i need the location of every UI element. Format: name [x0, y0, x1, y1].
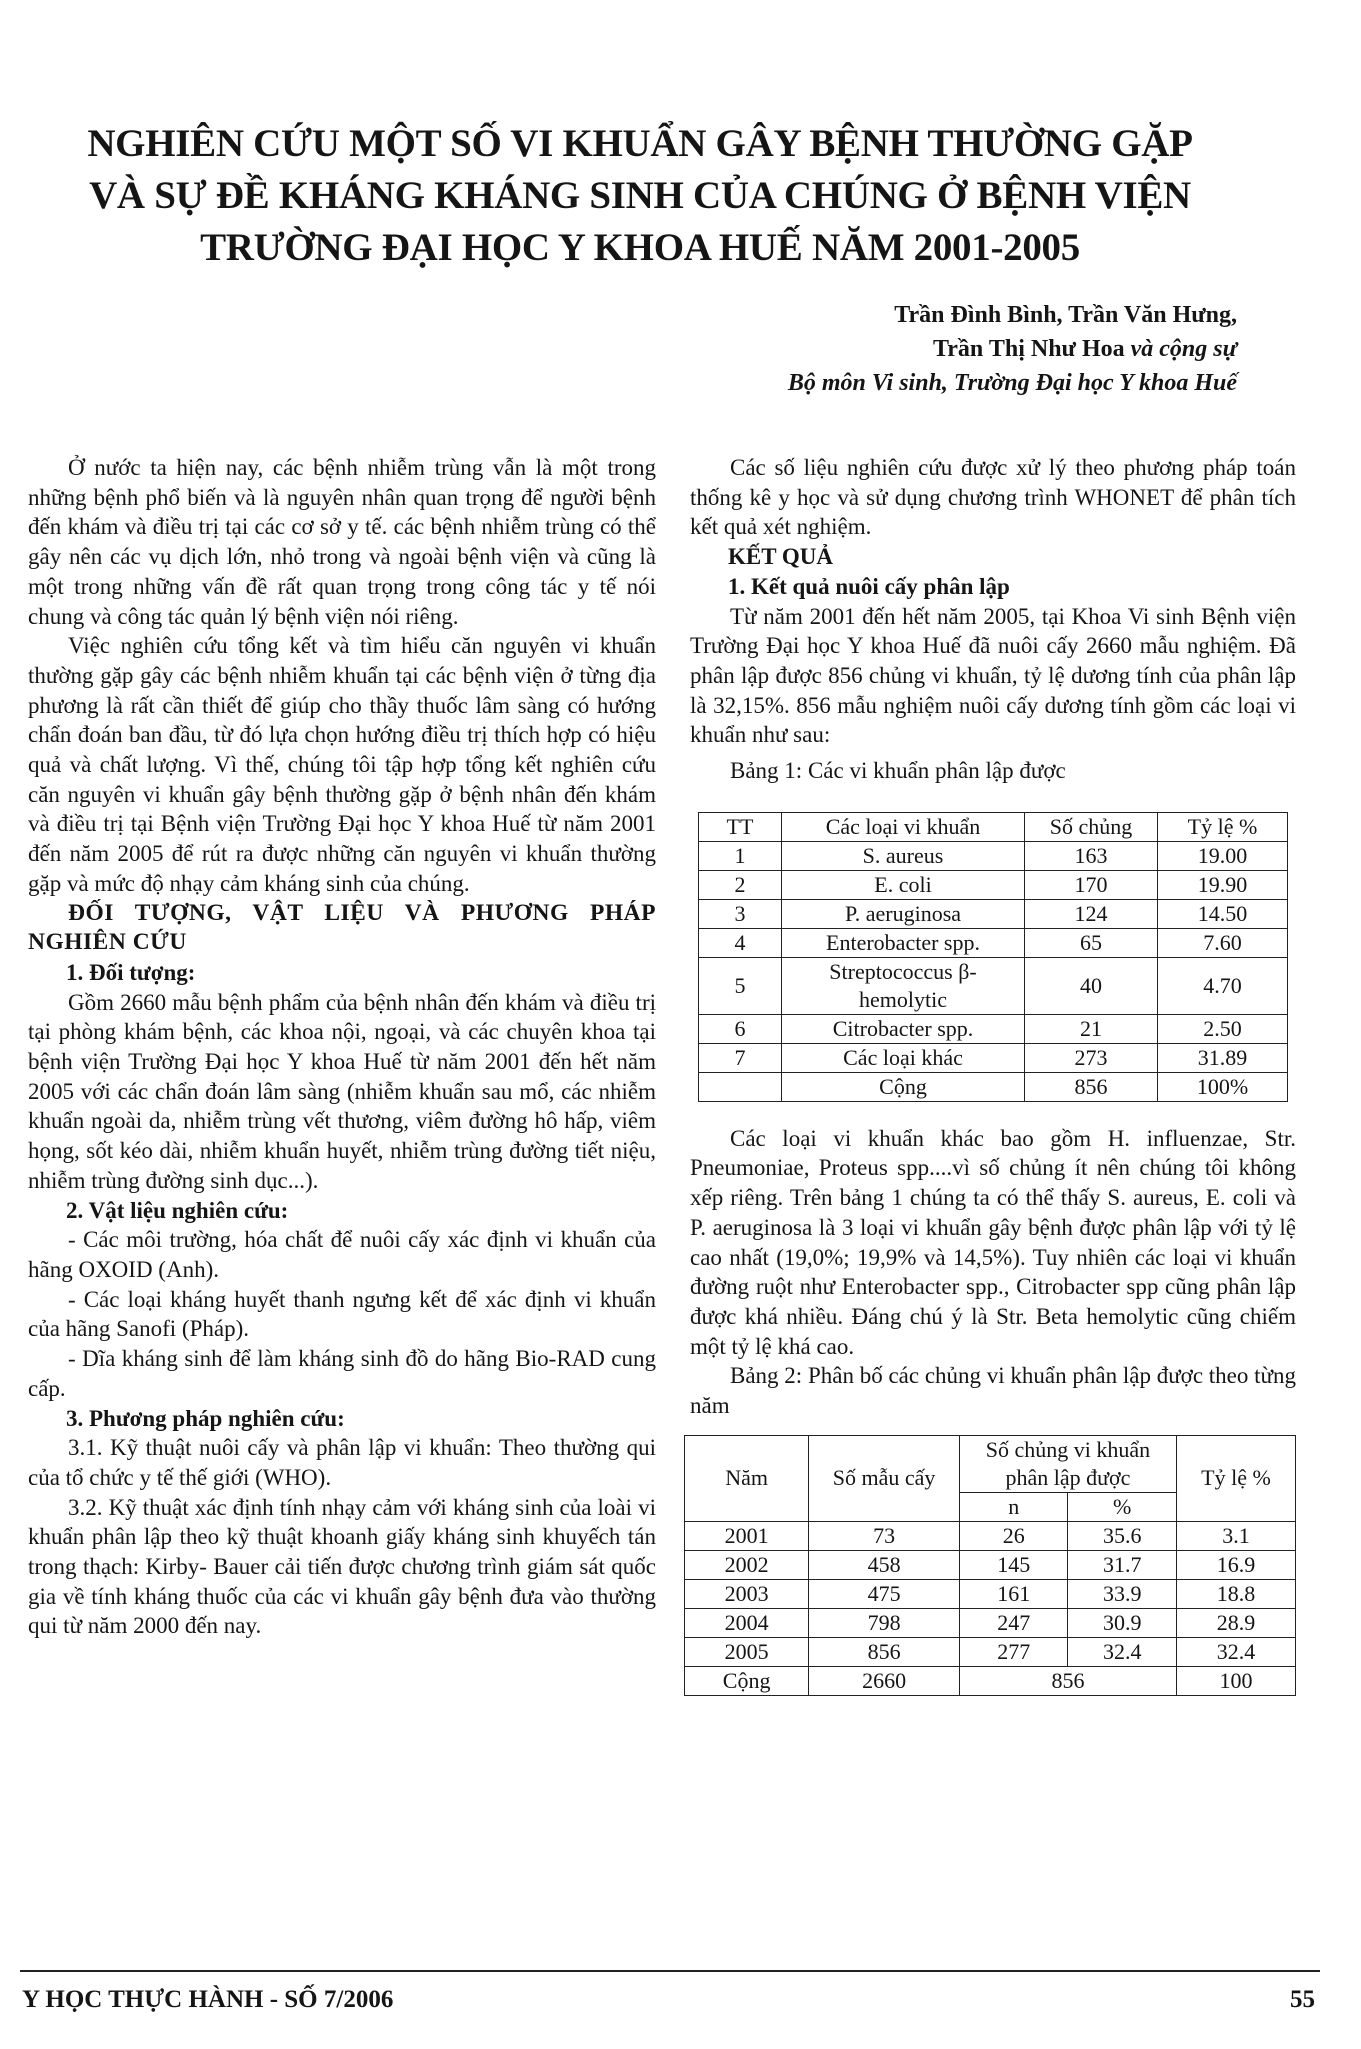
- table-cell: 4.70: [1158, 957, 1288, 1014]
- table-cell: 31.7: [1068, 1550, 1177, 1579]
- table-cell: Cộng: [782, 1072, 1025, 1101]
- other-bacteria-paragraph: Các loại vi khuẩn khác bao gồm H. influenzae, Str. Pneumoniae, Proteus spp....vì số chủng ít nên chúng tôi không xếp riêng. Trên bảng 1 chúng ta có thể thấy S. aureus, E. coli và P. aeruginosa là 3 loại vi khuẩn gây bệnh được phân lập với tỷ lệ cao nhất (19,0%; 19,9% và 14,5%). Tuy nhiên các loại vi khuẩn đường ruột như Enterobacter spp., Citrobacter spp cũng phân lập được khá nhiều. Đáng chú ý là Str. Beta hemolytic cũng chiếm một tỷ lệ khá cao.: [690, 1125, 1296, 1359]
- intro-paragraph-2: Việc nghiên cứu tổng kết và tìm hiểu căn nguyên vi khuẩn thường gặp gây các bệnh nhiễm khuẩn tại các bệnh viện ở từng địa phương là rất cần thiết để giúp cho thầy thuốc lâm sàng có hướng chẩn đoán ban đầu, từ đó lựa chọn hướng điều trị thích hợp có hiệu quả và chất lượng. Vì thế, chúng tôi tập hợp tổng kết nghiên cứu căn nguyên vi khuẩn gây bệnh thường gặp ở bệnh nhân đến khám và điều trị tại Bệnh viện Trường Đại học Y khoa Huế từ năm 2001 đến năm 2005 để rút ra được những căn nguyên vi khuẩn thường gặp và mức độ nhạy cảm kháng sinh của chúng.: [28, 633, 656, 896]
- table-1-header-row: [699, 812, 1288, 841]
- table-cell: 2.50: [1158, 1014, 1288, 1043]
- table-1-header-cell: Số chủng: [1025, 812, 1158, 841]
- table-total-row: [699, 1072, 1288, 1101]
- table-row: [685, 1550, 1296, 1579]
- table-2-header-rate: Tỷ lệ %: [1176, 1435, 1295, 1521]
- table-cell: Enterobacter spp.: [782, 928, 1025, 957]
- materials-heading: 2. Vật liệu nghiên cứu:: [66, 1197, 289, 1223]
- table-cell: 5: [699, 957, 782, 1014]
- table-cell: 124: [1025, 899, 1158, 928]
- table-cell: 3.1: [1176, 1521, 1295, 1550]
- intro-paragraph-1: Ở nước ta hiện nay, các bệnh nhiễm trùng vẫn là một trong những bệnh phổ biến và là nguyên nhân quan trọng để người bệnh đến khám và điều trị tại các cơ sở y tế. các bệnh nhiễm trùng có thể gây nên các vụ dịch lớn, nhỏ trong và ngoài bệnh viện và cũng là một trong những vấn đề rất quan trọng trong công tác y tế nói chung và công tác quản lý bệnh viện nói riêng.: [28, 455, 656, 629]
- table-cell: 145: [959, 1550, 1068, 1579]
- table-cell: 277: [959, 1637, 1068, 1666]
- table-cell: 2005: [685, 1637, 809, 1666]
- table-cell: 35.6: [1068, 1521, 1177, 1550]
- table-cell: 7.60: [1158, 928, 1288, 957]
- table-1-caption: Bảng 1: Các vi khuẩn phân lập được: [730, 758, 1066, 784]
- table-2-header-samples: Số mẫu cấy: [809, 1435, 960, 1521]
- table-cell: 161: [959, 1579, 1068, 1608]
- table-row: [699, 1014, 1288, 1043]
- table-cell: 18.8: [1176, 1579, 1295, 1608]
- table-cell: 475: [809, 1579, 960, 1608]
- table-cell: 19.00: [1158, 841, 1288, 870]
- table-cell: 40: [1025, 957, 1158, 1014]
- table-cell: 28.9: [1176, 1608, 1295, 1637]
- page-number: 55: [1290, 1986, 1315, 2013]
- title-line-1: NGHIÊN CỨU MỘT SỐ VI KHUẨN GÂY BỆNH THƯỜNG GẶP: [87, 122, 1193, 165]
- table-2-header-strains: Số chủng vi khuẩn phân lập được: [959, 1435, 1176, 1492]
- journal-name: Y HỌC THỰC HÀNH - SỐ 7/2006: [22, 1986, 394, 2013]
- table-cell: 19.90: [1158, 870, 1288, 899]
- table-cell: 30.9: [1068, 1608, 1177, 1637]
- table-cell: 2003: [685, 1579, 809, 1608]
- table-cell: 1: [699, 841, 782, 870]
- method-step-1: 3.1. Kỹ thuật nuôi cấy và phân lập vi khuẩn: Theo thường qui của tổ chức y tế thế giới (WHO).: [28, 1435, 656, 1490]
- table-row: [685, 1608, 1296, 1637]
- author-suffix: và cộng sự: [1130, 336, 1237, 362]
- table-row: [699, 957, 1288, 1014]
- table-2: [684, 1435, 1296, 1696]
- table-cell: 21: [1025, 1014, 1158, 1043]
- table-cell: E. coli: [782, 870, 1025, 899]
- table-cell: 856: [809, 1637, 960, 1666]
- table-cell: 458: [809, 1550, 960, 1579]
- table-1-header-cell: TT: [699, 812, 782, 841]
- table-cell: 273: [1025, 1043, 1158, 1072]
- table-1-header-cell: Tỷ lệ %: [1158, 812, 1288, 841]
- table-cell: 170: [1025, 870, 1158, 899]
- culture-paragraph: Từ năm 2001 đến hết năm 2005, tại Khoa Vi sinh Bệnh viện Trường Đại học Y khoa Huế đã nuôi cấy 2660 mẫu nghiệm. Đã phân lập được 856 chủng vi khuẩn, tỷ lệ dương tính của phân lập là 32,15%. 856 mẫu nghiệm nuôi cấy dương tính gồm các loại vi khuẩn như sau:: [690, 603, 1296, 748]
- table-2-header-n: n: [959, 1492, 1068, 1521]
- author-name: Trần Thị Như Hoa: [933, 336, 1125, 362]
- table-cell: 100%: [1158, 1072, 1288, 1101]
- table-cell: 65: [1025, 928, 1158, 957]
- table-cell: 856: [1025, 1072, 1158, 1101]
- table-row: [699, 928, 1288, 957]
- table-cell: 2001: [685, 1521, 809, 1550]
- method-heading: 3. Phương pháp nghiên cứu:: [66, 1405, 345, 1431]
- statistics-paragraph: Các số liệu nghiên cứu được xử lý theo phương pháp toán thống kê y học và sử dụng chương trình WHONET để phân tích kết quả xét nghiệm.: [690, 455, 1296, 540]
- table-cell: 7: [699, 1043, 782, 1072]
- table-cell: 32.4: [1176, 1637, 1295, 1666]
- authors-line-2: [788, 332, 1237, 366]
- table-cell: Các loại khác: [782, 1043, 1025, 1072]
- authors-line-1: Trần Đình Bình, Trần Văn Hưng,: [894, 302, 1237, 328]
- title-line-3: TRƯỜNG ĐẠI HỌC Y KHOA HUẾ NĂM 2001-2005: [200, 226, 1080, 269]
- materials-item-2: - Các loại kháng huyết thanh ngưng kết để xác định vi khuẩn của hãng Sanofi (Pháp).: [28, 1286, 656, 1342]
- table-cell: Cộng: [685, 1666, 809, 1695]
- table-row: [685, 1637, 1296, 1666]
- table-row: [699, 899, 1288, 928]
- footer-divider: [20, 1970, 1320, 1972]
- table-cell: Citrobacter spp.: [782, 1014, 1025, 1043]
- article-title: [60, 118, 1220, 274]
- table-cell: S. aureus: [782, 841, 1025, 870]
- method-step-2: 3.2. Kỹ thuật xác định tính nhạy cảm với kháng sinh của loài vi khuẩn phân lập theo kỹ thuật khoanh giấy kháng sinh khuyếch tán trong thạch: Kirby- Bauer cải tiến được chương trình giám sát quốc gia về tính kháng thuốc của các vi khuẩn gây bệnh đưa vào thường qui từ năm 2000 đến nay.: [28, 1494, 656, 1639]
- subjects-heading: 1. Đối tượng:: [66, 959, 196, 985]
- subjects-paragraph: Gồm 2660 mẫu bệnh phẩm của bệnh nhân đến khám và điều trị tại phòng khám bệnh, các khoa nội, ngoại, và các chuyên khoa tại bệnh viện Trường Đại học Y khoa Huế từ năm 2001 đến hết năm 2005 với các chẩn đoán lâm sàng (nhiễm khuẩn sau mổ, các nhiễm khuẩn ngoài da, nhiễm trùng vết thương, viêm đường hô hấp, viêm họng, sốt kéo dài, nhiễm khuẩn huyết, nhiễm trùng đường tiết niệu, nhiễm trùng đường sinh dục...).: [28, 989, 656, 1193]
- materials-item-3: - Dĩa kháng sinh để làm kháng sinh đồ do hãng Bio-RAD cung cấp.: [28, 1346, 656, 1401]
- table-row: [699, 1043, 1288, 1072]
- table-cell: 4: [699, 928, 782, 957]
- table-2-header-row: [685, 1435, 1296, 1492]
- table-cell: 163: [1025, 841, 1158, 870]
- table-2-caption: Bảng 2: Phân bố các chủng vi khuẩn phân lập được theo từng năm: [690, 1363, 1296, 1419]
- culture-heading: 1. Kết quả nuôi cấy phân lập: [728, 573, 1010, 599]
- table-row: [699, 841, 1288, 870]
- table-1: [698, 812, 1288, 1102]
- table-cell: 14.50: [1158, 899, 1288, 928]
- table-cell: 3: [699, 899, 782, 928]
- left-column: [28, 453, 656, 1641]
- table-cell: 856: [959, 1666, 1176, 1695]
- table-cell: 6: [699, 1014, 782, 1043]
- affiliation: Bộ môn Vi sinh, Trường Đại học Y khoa Huế: [787, 370, 1237, 396]
- table-2-header-pct: %: [1068, 1492, 1177, 1521]
- table-cell: 247: [959, 1608, 1068, 1637]
- table-row: [699, 870, 1288, 899]
- table-2-header-year: Năm: [685, 1435, 809, 1521]
- materials-item-1: - Các môi trường, hóa chất để nuôi cấy xác định vi khuẩn của hãng OXOID (Anh).: [28, 1227, 656, 1282]
- table-cell: 2: [699, 870, 782, 899]
- table-cell: 2004: [685, 1608, 809, 1637]
- table-cell: P. aeruginosa: [782, 899, 1025, 928]
- table-cell: 73: [809, 1521, 960, 1550]
- table-cell: 2660: [809, 1666, 960, 1695]
- table-cell: 33.9: [1068, 1579, 1177, 1608]
- table-row: [685, 1521, 1296, 1550]
- table-total-row: [685, 1666, 1296, 1695]
- table-cell: 31.89: [1158, 1043, 1288, 1072]
- results-heading: KẾT QUẢ: [728, 544, 834, 570]
- table-1-header-cell: Các loại vi khuẩn: [782, 812, 1025, 841]
- table-cell: Streptococcus β-hemolytic: [782, 957, 1025, 1014]
- table-row: [685, 1579, 1296, 1608]
- methods-heading: ĐỐI TƯỢNG, VẬT LIỆU VÀ PHƯƠNG PHÁP NGHIÊN CỨU: [28, 899, 656, 956]
- author-block: [788, 298, 1237, 400]
- title-line-2: VÀ SỰ ĐỀ KHÁNG KHÁNG SINH CỦA CHÚNG Ở BỆNH VIỆN: [89, 174, 1191, 217]
- table-cell: 100: [1176, 1666, 1295, 1695]
- right-column: [690, 453, 1296, 1696]
- table-cell: 16.9: [1176, 1550, 1295, 1579]
- table-cell: 2002: [685, 1550, 809, 1579]
- table-cell: 26: [959, 1521, 1068, 1550]
- table-cell: 798: [809, 1608, 960, 1637]
- table-cell: [699, 1072, 782, 1101]
- table-cell: 32.4: [1068, 1637, 1177, 1666]
